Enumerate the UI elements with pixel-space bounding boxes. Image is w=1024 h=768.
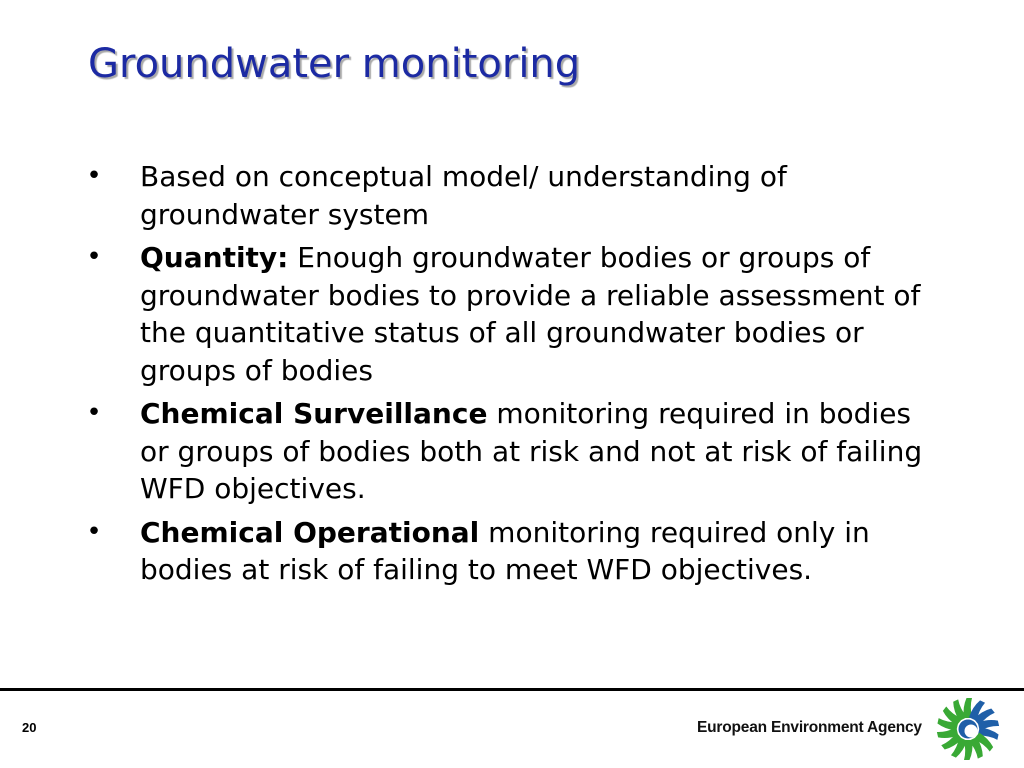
page-number: 20 xyxy=(22,720,37,735)
logo-center-hole xyxy=(965,725,978,738)
bullet-bold-text: Quantity: xyxy=(140,241,289,274)
bullet-dot-icon: • xyxy=(86,161,102,191)
bullet-item xyxy=(84,158,934,233)
bullet-bold-text: Chemical Surveillance xyxy=(140,397,488,430)
bullet-dot-icon: • xyxy=(86,398,102,428)
eea-sunburst-logo-icon xyxy=(934,695,1002,763)
agency-name: European Environment Agency xyxy=(697,719,922,736)
bullet-text: Based on conceptual model/ understanding of groundwater system xyxy=(140,160,787,231)
bullet-text: monitoring required in bodies or groups of bodies both at risk and not at risk of failing WFD objectives. xyxy=(140,397,923,505)
bullet-list xyxy=(84,158,934,595)
bullet-item xyxy=(84,239,934,389)
bullet-text: monitoring required only in bodies at risk of failing to meet WFD objectives. xyxy=(140,515,870,586)
bullet-dot-icon: • xyxy=(86,242,102,272)
slide-title: Groundwater monitoring xyxy=(88,41,581,87)
bullet-dot-icon: • xyxy=(86,516,102,547)
bullet-text: Enough groundwater bodies or groups of groundwater bodies to provide a reliable assessment of the quantitative status of all groundwater bodies or groups of bodies xyxy=(140,241,921,387)
bullet-bold-text: Chemical Operational xyxy=(140,515,480,549)
footer-divider xyxy=(0,688,1024,691)
bullet-item xyxy=(84,395,934,508)
bullet-item xyxy=(84,514,934,589)
